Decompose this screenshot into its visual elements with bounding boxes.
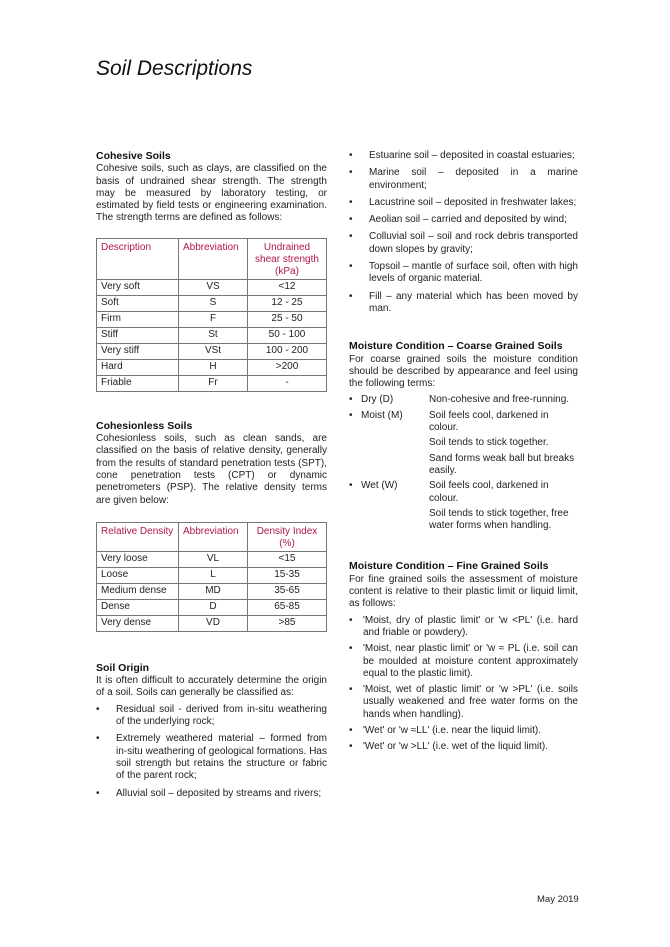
table-cell: 100 - 200 [248,343,327,359]
table-row [97,279,327,295]
table-cell: MD [179,583,248,599]
cohesive-soils-heading: Cohesive Soils [96,150,171,162]
list-item: • Marine soil – deposited in a marine environment; [349,167,578,192]
cohesionless-soils-section [96,420,327,632]
table-row [97,567,327,583]
table-cell: Stiff [97,327,179,343]
cohesionless-soils-intro: Cohesionless soils, such as clean sands, are classified on the basis of relative density, generally from the results of standard penetration tests (SPT), cone penetration tests (CPT) or dynamic penetrometers (PSP). The relative density terms are given below: [96,433,327,506]
moisture-dry-row: • Dry (D) Non-cohesive and free-running. [349,394,578,406]
table-header: Description [97,238,179,279]
moisture-moist-row: • Moist (M) Soil feels cool, darkened in colour. [349,410,578,435]
table-cell: Very loose [97,551,179,567]
table-row [97,583,327,599]
table-row [97,359,327,375]
coarse-moisture-heading: Moisture Condition – Coarse Grained Soils [349,340,563,353]
cohesionless-soils-heading: Cohesionless Soils [96,419,193,432]
table-cell: <15 [248,551,327,567]
table-header: Abbreviation [179,238,248,279]
list-item: • 'Wet' or 'w ≈LL' (i.e. near the liquid limit). [349,725,578,737]
table-cell: Very dense [97,615,179,631]
table-header: Undrained shear strength (kPa) [248,238,327,279]
table-row [97,311,327,327]
table-cell: Hard [97,359,179,375]
table-cell: Firm [97,311,179,327]
page-title: Soil Descriptions [96,57,253,80]
table-cell: Very soft [97,279,179,295]
table-cell: VSt [179,343,248,359]
table-cell: S [179,295,248,311]
table-row [97,375,327,391]
footer-date: May 2019 [537,894,579,905]
table-cell: 15-35 [248,567,327,583]
list-item: • Lacustrine soil – deposited in freshwater lakes; [349,197,578,209]
table-header-row [97,522,327,551]
soil-origin-intro: It is often difficult to accurately determine the origin of a soil. Soils can generally be classified as: [96,675,327,699]
list-item: • Fill – any material which has been moved by man. [349,291,578,316]
table-cell: <12 [248,279,327,295]
relative-density-table [96,522,327,632]
table-cell: Fr [179,375,248,391]
table-cell: St [179,327,248,343]
shear-strength-table [96,238,327,392]
table-cell: Dense [97,599,179,615]
table-cell: Loose [97,567,179,583]
list-item: • Estuarine soil – deposited in coastal estuaries; [349,150,578,162]
soil-origin-list-part1 [96,704,327,800]
table-row [97,295,327,311]
moisture-term: Moist (M) [361,409,403,421]
soil-origin-list-part2 [349,150,578,315]
table-row [97,343,327,359]
moisture-wet-row: • Wet (W) Soil feels cool, darkened in colour. [349,480,578,505]
table-cell: VD [179,615,248,631]
fine-moisture-list [349,615,578,754]
soil-origin-section [96,662,327,800]
table-cell: VL [179,551,248,567]
moisture-description: Non-cohesive and free-running. [429,394,570,406]
table-row [97,599,327,615]
table-row [97,327,327,343]
fine-moisture-section [349,560,578,753]
left-column [96,150,327,805]
list-item: • 'Moist, near plastic limit' or 'w ≈ PL (i.e. soil can be moulded at moisture content approximately equal to the plastic limit). [349,643,578,680]
table-header: Abbreviation [179,522,248,551]
table-cell: VS [179,279,248,295]
table-cell: Medium dense [97,583,179,599]
list-item: • Alluvial soil – deposited by streams and rivers; [96,788,327,800]
moisture-term: Dry (D) [361,394,394,406]
table-header-row [97,238,327,279]
table-cell: 35-65 [248,583,327,599]
table-cell: Soft [97,295,179,311]
list-item: • Topsoil – mantle of surface soil, often with high levels of organic material. [349,261,578,286]
list-item: • 'Moist, wet of plastic limit' or 'w >PL' (i.e. soils usually weakened and free water forms on the hands when handling). [349,684,578,721]
table-header: Relative Density [97,522,179,551]
table-cell: >200 [248,359,327,375]
soil-origin-heading: Soil Origin [96,661,150,674]
moisture-description: Soil feels cool, darkened in colour. [429,409,549,434]
table-cell: 65-85 [248,599,327,615]
fine-moisture-heading: Moisture Condition – Fine Grained Soils [349,560,549,573]
list-item: • Extremely weathered material – formed from in-situ weathering of geological formations. Has soil strength but retains the structure or fabric of the parent rock; [96,733,327,782]
right-column [349,150,578,758]
table-cell: - [248,375,327,391]
coarse-moisture-intro: For coarse grained soils the moisture condition should be described by appearance and feel using the following terms: [349,353,578,390]
list-item: • Residual soil - derived from in-situ weathering of the underlying rock; [96,704,327,729]
table-row [97,615,327,631]
coarse-moisture-section [349,340,578,532]
moisture-description: Sand forms weak ball but breaks easily. [429,452,575,476]
table-cell: Friable [97,375,179,391]
table-cell: 25 - 50 [248,311,327,327]
table-row [97,551,327,567]
moisture-description: Soil tends to stick together, free water forms when handling. [429,507,569,532]
fine-moisture-intro: For fine grained soils the assessment of moisture content is relative to their plastic limit or liquid limit, as follows: [349,573,578,610]
list-item: • 'Moist, dry of plastic limit' or 'w <PL' (i.e. hard and friable or powdery). [349,615,578,640]
list-item: • 'Wet' or 'w >LL' (i.e. wet of the liquid limit). [349,741,578,753]
list-item: • Aeolian soil – carried and deposited by wind; [349,214,578,226]
moisture-description: Soil feels cool, darkened in colour. [429,480,549,504]
list-item: • Colluvial soil – soil and rock debris transported down slopes by gravity; [349,231,578,256]
table-cell: >85 [248,615,327,631]
table-cell: L [179,567,248,583]
cohesive-soils-intro: Cohesive soils, such as clays, are classified on the basis of undrained shear strength. The strength may be measured by laboratory testing, or estimated by field tests or engineering examination. The strength terms are defined as follows: [96,163,327,224]
table-cell: F [179,311,248,327]
table-cell: D [179,599,248,615]
moisture-description: Soil tends to stick together. [429,437,549,449]
cohesive-soils-section [96,150,327,392]
table-cell: 12 - 25 [248,295,327,311]
table-cell: Very stiff [97,343,179,359]
table-cell: H [179,359,248,375]
table-header: Density Index (%) [248,522,327,551]
moisture-term: Wet (W) [361,480,398,492]
table-cell: 50 - 100 [248,327,327,343]
